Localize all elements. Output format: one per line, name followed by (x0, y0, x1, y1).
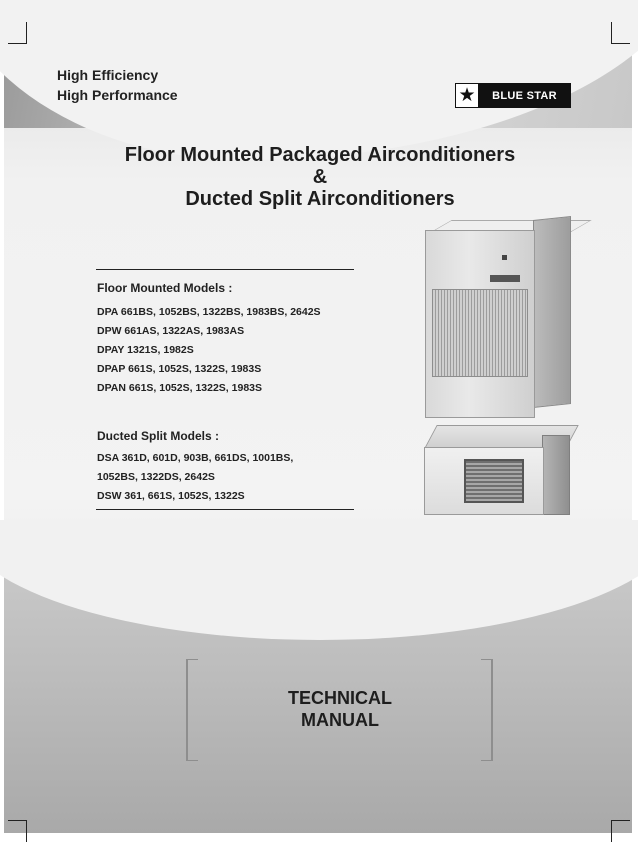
floor-model-line: DPA 661BS, 1052BS, 1322BS, 1983BS, 2642S (97, 306, 321, 318)
rule-top (96, 269, 354, 270)
ducted-model-line: DSW 361, 661S, 1052S, 1322S (97, 490, 245, 502)
crop-mark-br-v (611, 820, 612, 842)
tagline-performance: High Performance (57, 87, 178, 103)
ducted-split-heading: Ducted Split Models : (97, 429, 220, 443)
ducted-unit-image (424, 425, 570, 515)
floor-model-line: DPAN 661S, 1052S, 1322S, 1983S (97, 382, 263, 394)
title-line-1: Floor Mounted Packaged Airconditioners (124, 144, 516, 166)
title-ampersand: & (312, 166, 328, 188)
brand-logo-text: BLUE STAR (479, 84, 570, 107)
manual-title-line-1: TECHNICAL (288, 688, 392, 708)
floor-mounted-heading: Floor Mounted Models : (97, 281, 233, 295)
floor-unit-image (425, 220, 570, 416)
floor-unit-front (425, 230, 535, 418)
floor-unit-side (533, 216, 571, 408)
star-icon: ★ (456, 84, 479, 107)
crop-mark-tr-h (611, 43, 630, 44)
bracket-left (186, 659, 198, 761)
ducted-unit-opening (464, 459, 524, 503)
floor-model-line: DPAP 661S, 1052S, 1322S, 1983S (97, 363, 262, 375)
crop-mark-bl-v (26, 820, 27, 842)
floor-unit-badge (490, 275, 520, 282)
bracket-right (481, 659, 493, 761)
crop-mark-tl-v (26, 22, 27, 44)
ducted-model-line: DSA 361D, 601D, 903B, 661DS, 1001BS, (97, 452, 294, 464)
rule-bottom (96, 509, 354, 510)
ducted-unit-side (542, 435, 570, 515)
crop-mark-bl-h (8, 820, 27, 821)
manual-title-line-2: MANUAL (301, 710, 379, 730)
crop-mark-tr-v (611, 22, 612, 44)
floor-unit-grille (432, 289, 528, 377)
floor-model-line: DPAY 1321S, 1982S (97, 344, 194, 356)
floor-unit-indicator (502, 255, 507, 260)
ducted-model-line: 1052BS, 1322DS, 2642S (97, 471, 215, 483)
crop-mark-tl-h (8, 43, 27, 44)
tagline-efficiency: High Efficiency (57, 67, 159, 83)
brand-logo (455, 83, 571, 108)
title-line-2: Ducted Split Airconditioners (185, 188, 455, 210)
crop-mark-br-h (611, 820, 630, 821)
floor-model-line: DPW 661AS, 1322AS, 1983AS (97, 325, 245, 337)
